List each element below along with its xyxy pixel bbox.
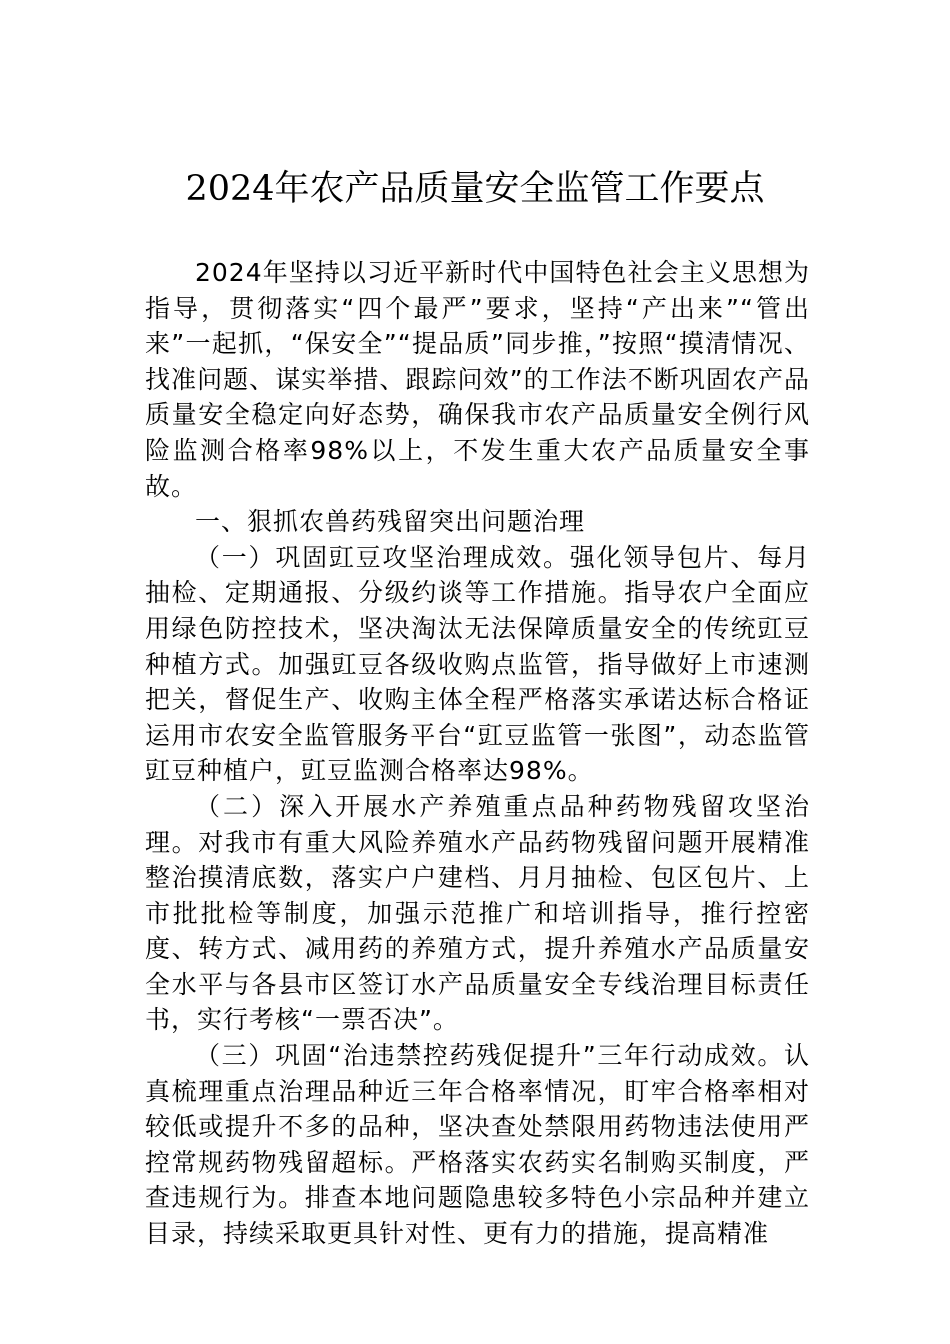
document-title: 2024年农产品质量安全监管工作要点 [185, 169, 765, 209]
intro-paragraph: 2024年坚持以习近平新时代中国特色社会主义思想为指导，贯彻落实“四个最严”要求，坚持“产出来”“管出来”一起抓，“保安全”“提品质”同步推，”按照“摸清情况、找准问题、谋实举措、跟踪问效”的工作法不断巩固农产品质量安全稳定向好态势，确保我市农产品质量安全例行风险监测合格率98%以上，不发生重大农产品质量安全事故。 [145, 258, 810, 501]
item-paragraph-2: （二）深入开展水产养殖重点品种药物残留攻坚治理。对我市有重大风险养殖水产品药物残留问题开展精准整治摸清底数，落实户户建档、月月抽检、包区包片、上市批批检等制度，加强示范推广和培训指导，推行控密度、转方式、减用药的养殖方式，提升养殖水产品质量安全水平与各县市区签订水产品质量安全专线治理目标责任书，实行考核“一票否决”。 [145, 791, 810, 1035]
document-body [145, 255, 810, 1252]
item-paragraph-3: （三）巩固“治违禁控药残促提升”三年行动成效。认真梳理重点治理品种近三年合格率情况，盯牢合格率相对较低或提升不多的品种，坚决查处禁限用药物违法使用严控常规药物残留超标。严格落实农药实名制购买制度，严查违规行为。排查本地问题隐患较多特色小宗品种并建立目录，持续采取更具针对性、更有力的措施，提高精准 [145, 1041, 810, 1249]
section-heading: 一、狠抓农兽药残留突出问题治理 [195, 507, 586, 537]
item-paragraph-1: （一）巩固豇豆攻坚治理成效。强化领导包片、每月抽检、定期通报、分级约谈等工作措施。指导农户全面应用绿色防控技术，坚决淘汰无法保障质量安全的传统豇豆种植方式。加强豇豆各级收购点监管，指导做好上市速测把关，督促生产、收购主体全程严格落实承诺达标合格证运用市农安全监管服务平台“豇豆监管一张图”，动态监管豇豆种植户，豇豆监测合格率达98%。 [145, 542, 810, 786]
